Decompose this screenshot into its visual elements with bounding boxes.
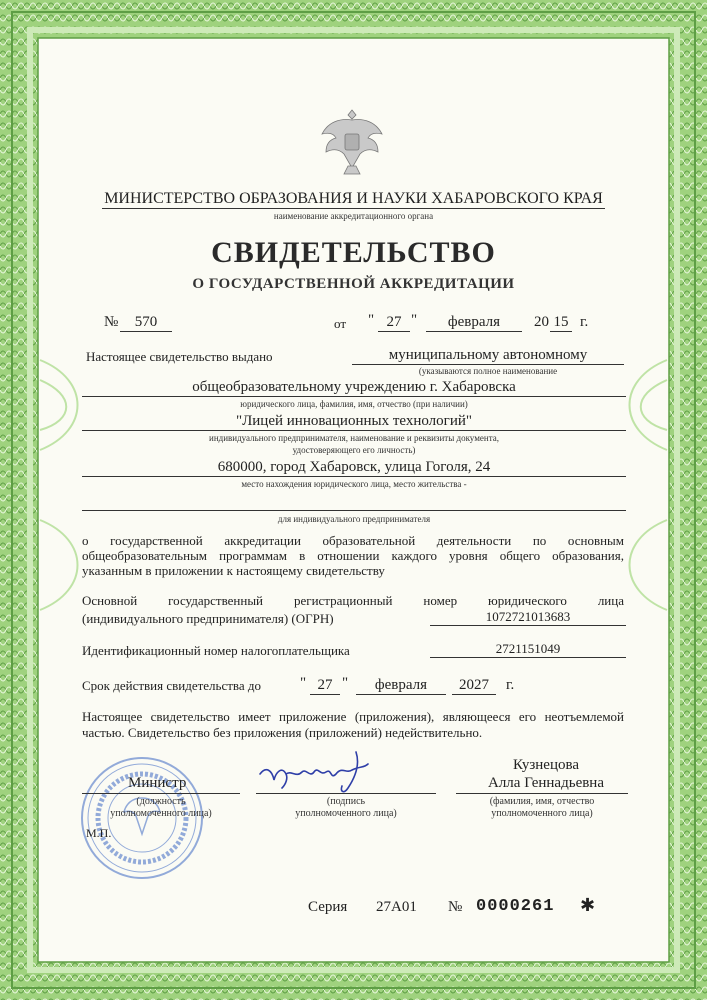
series-label: Серия bbox=[308, 899, 348, 915]
series-mark: ✱ bbox=[580, 895, 596, 915]
issued-line-2: общеобразовательному учреждению г. Хабаровска bbox=[82, 379, 626, 397]
issued-caption-2: юридического лица, фамилия, имя, отчество (при наличии) bbox=[240, 399, 468, 409]
ogrn-value: 1072721013683 bbox=[430, 609, 626, 626]
issued-address: 680000, город Хабаровск, улица Гоголя, 24 bbox=[82, 459, 626, 477]
series-number-label: № bbox=[448, 899, 463, 915]
accreditation-purpose: о государственной аккредитации образовательной деятельности по основным общеобразовательным программам в отношении каждого уровня общего образования, указанным в приложении к настоящему свидетельству bbox=[82, 533, 624, 578]
certificate-subtitle: О ГОСУДАРСТВЕННОЙ АККРЕДИТАЦИИ bbox=[192, 276, 515, 292]
issued-caption-3b: удостоверяющего его личность) bbox=[292, 445, 416, 455]
inn-value: 2721151049 bbox=[430, 641, 626, 658]
validity-quote-close: " bbox=[342, 675, 349, 691]
stamp-place-label: М.П. bbox=[86, 826, 112, 840]
validity-quote-open: " bbox=[300, 675, 307, 691]
name-caption-2: уполномоченного лица) bbox=[491, 808, 593, 819]
series-number: 0000261 bbox=[476, 897, 555, 916]
signature-caption-2: уполномоченного лица) bbox=[295, 808, 397, 819]
issued-caption-5: для индивидуального предпринимателя bbox=[277, 514, 431, 524]
signatory-name: Алла Геннадьевна bbox=[487, 775, 604, 791]
issued-caption-3a: индивидуального предпринимателя, наименование и реквизиты документа, bbox=[209, 433, 499, 443]
validity-year: 2027 bbox=[452, 677, 496, 695]
quote-open: " bbox=[368, 312, 375, 328]
issue-day: 27 bbox=[378, 314, 410, 332]
handwritten-signature-icon bbox=[256, 748, 386, 798]
blank-line bbox=[82, 494, 626, 511]
authority-caption: наименование аккредитационного органа bbox=[273, 211, 434, 221]
inn-label: Идентификационный номер налогоплательщика bbox=[82, 643, 350, 658]
issued-line-3: "Лицей инновационных технологий" bbox=[82, 413, 626, 431]
issued-label: Настоящее свидетельство выдано bbox=[86, 349, 273, 364]
position-caption-2: уполномоченного лица) bbox=[110, 808, 212, 819]
ogrn-label-2: (индивидуального предпринимателя) (ОГРН) bbox=[82, 611, 334, 626]
issue-year-prefix: 20 bbox=[534, 314, 549, 330]
quote-close: " bbox=[411, 312, 418, 328]
issue-month: февраля bbox=[426, 314, 522, 332]
signature-caption-1: (подпись bbox=[326, 796, 366, 807]
validity-label: Срок действия свидетельства до bbox=[82, 678, 262, 693]
issued-line-1: муниципальному автономному bbox=[352, 347, 624, 365]
issue-year-unit: г. bbox=[580, 314, 589, 330]
ogrn-label-1: Основной государственный регистрационный номер юридического лица bbox=[82, 593, 624, 608]
validity-month: февраля bbox=[356, 677, 446, 695]
signatory-surname: Кузнецова bbox=[512, 757, 580, 773]
position-caption-1: (должность bbox=[136, 796, 186, 807]
series-value: 27А01 bbox=[376, 899, 417, 915]
validity-day: 27 bbox=[310, 677, 340, 695]
issued-caption-4: место нахождения юридического лица, место жительства - bbox=[241, 479, 467, 489]
issued-caption-1: (указываются полное наименование bbox=[418, 366, 558, 376]
name-line bbox=[456, 793, 628, 794]
name-caption-1: (фамилия, имя, отчество bbox=[489, 796, 595, 807]
coat-of-arms-icon bbox=[318, 104, 386, 178]
number-label: № bbox=[104, 314, 119, 330]
annex-note: Настоящее свидетельство имеет приложение (приложения), являющееся его неотъемлемой частью. Свидетельство без приложения (приложений) недействительно. bbox=[82, 709, 624, 740]
signatory-position: Министр bbox=[128, 775, 187, 791]
authority-name: МИНИСТЕРСТВО ОБРАЗОВАНИЯ И НАУКИ ХАБАРОВСКОГО КРАЯ bbox=[104, 190, 603, 207]
validity-year-unit: г. bbox=[506, 677, 515, 693]
certificate-title: СВИДЕТЕЛЬСТВО bbox=[211, 236, 496, 269]
signature-line bbox=[256, 793, 436, 794]
issue-year-suffix: 15 bbox=[550, 314, 572, 332]
certificate-number: 570 bbox=[120, 314, 172, 332]
date-from-label: от bbox=[334, 316, 347, 331]
position-line bbox=[82, 793, 240, 794]
